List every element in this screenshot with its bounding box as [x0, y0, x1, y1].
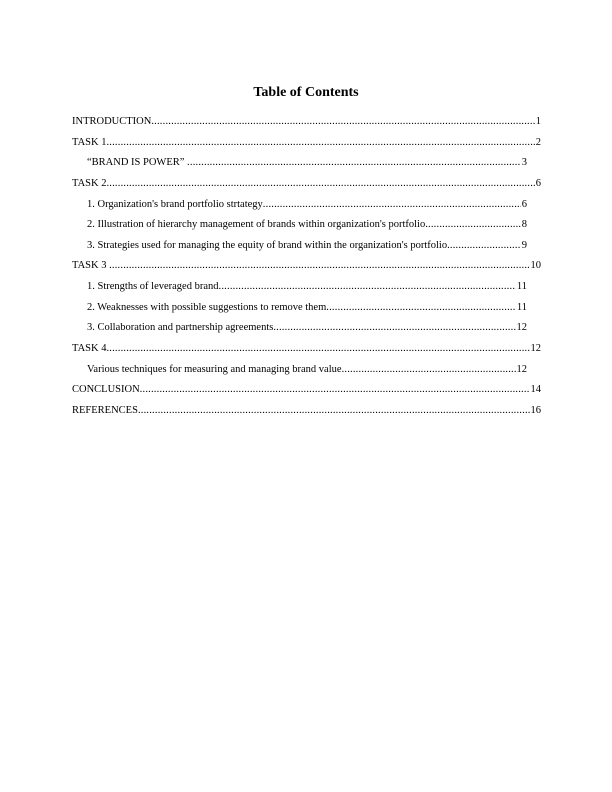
dot-leader [106, 342, 529, 356]
toc-entry-label[interactable]: 3. Strategies used for managing the equity of brand within the organization's portfolio [87, 239, 448, 251]
toc-entry-references[interactable] [0, 402, 612, 423]
toc-entry-conclusion[interactable] [0, 381, 612, 402]
toc-line[interactable] [87, 198, 527, 212]
toc-page-number[interactable]: 8 [521, 219, 527, 231]
toc-entry-label[interactable]: TASK 4 [72, 343, 107, 355]
toc-entry-hierarchy-management[interactable] [0, 216, 612, 237]
dot-leader [263, 198, 521, 212]
toc-entry-label[interactable]: 3. Collaboration and partnership agreements [87, 322, 274, 334]
toc-entry-brand-portfolio-strategy[interactable] [0, 196, 612, 217]
toc-entry-brand-equity-strategies[interactable] [0, 237, 612, 258]
toc-page-number[interactable]: 14 [530, 384, 541, 396]
toc-line[interactable] [87, 280, 527, 294]
toc-entry-label[interactable]: CONCLUSION [72, 384, 140, 396]
toc-page-number[interactable]: 12 [516, 322, 527, 334]
toc-entry-label[interactable]: TASK 2 [72, 177, 107, 189]
toc-page-number[interactable]: 12 [516, 363, 527, 375]
table-of-contents [0, 113, 612, 423]
toc-line[interactable] [87, 363, 527, 377]
toc-page-number[interactable]: 6 [535, 177, 541, 189]
dot-leader [447, 239, 521, 253]
toc-entry-label[interactable]: 1. Organization's brand portfolio strtategy [87, 198, 263, 210]
toc-entry-label[interactable]: INTRODUCTION [72, 116, 152, 127]
toc-line[interactable] [87, 301, 527, 315]
dot-leader [140, 383, 530, 397]
dot-leader [109, 259, 529, 273]
toc-entry-label[interactable]: REFERENCES [72, 404, 138, 416]
toc-line[interactable] [87, 239, 527, 253]
toc-line[interactable] [72, 177, 541, 191]
toc-line[interactable] [87, 218, 527, 232]
toc-entry-label[interactable]: 1. Strengths of leveraged brand [87, 281, 219, 293]
toc-page-number[interactable]: 9 [521, 239, 527, 251]
toc-entry-task-4[interactable] [0, 340, 612, 361]
toc-entry-label[interactable]: 2. Illustration of hierarchy management of brands within organization's portfolio [87, 219, 426, 231]
toc-page-number[interactable]: 11 [516, 281, 527, 293]
dot-leader [187, 156, 521, 170]
toc-entry-label[interactable]: TASK 3 [72, 260, 110, 272]
toc-line[interactable] [72, 383, 541, 397]
toc-entry-label[interactable]: Various techniques for measuring and managing brand value [87, 363, 342, 375]
dot-leader [151, 115, 534, 129]
toc-entry-label[interactable]: “BRAND IS POWER” [87, 157, 188, 169]
toc-entry-task-1[interactable] [0, 134, 612, 155]
dot-leader [273, 321, 515, 335]
page-title: Table of Contents [253, 85, 359, 100]
toc-entry-weaknesses-suggestions[interactable] [0, 299, 612, 320]
toc-entry-brand-is-power[interactable] [0, 154, 612, 175]
dot-leader [219, 280, 516, 294]
toc-entry-label[interactable]: 2. Weaknesses with possible suggestions to remove them [87, 301, 327, 313]
toc-line[interactable] [72, 342, 541, 356]
dot-leader [425, 218, 521, 232]
toc-page-number[interactable]: 2 [535, 136, 541, 148]
toc-entry-brand-value-techniques[interactable] [0, 361, 612, 382]
dot-leader [138, 404, 530, 418]
toc-line[interactable] [87, 321, 527, 335]
toc-line[interactable] [72, 115, 541, 129]
toc-entry-task-2[interactable] [0, 175, 612, 196]
dot-leader [326, 301, 516, 315]
dot-leader [106, 136, 534, 150]
toc-entry-collaboration-agreements[interactable] [0, 319, 612, 340]
toc-line[interactable] [72, 404, 541, 418]
toc-line[interactable] [72, 136, 541, 150]
toc-page-number[interactable]: 16 [530, 404, 541, 416]
toc-line[interactable] [87, 156, 527, 170]
toc-entry-introduction[interactable] [0, 113, 612, 134]
dot-leader [106, 177, 534, 191]
toc-entry-task-3[interactable] [0, 257, 612, 278]
toc-page-number[interactable]: 11 [516, 301, 527, 313]
toc-page-number[interactable]: 1 [535, 116, 541, 127]
toc-page-number[interactable]: 10 [530, 260, 541, 272]
toc-page-number[interactable]: 12 [530, 343, 541, 355]
toc-entry-label[interactable]: TASK 1 [72, 136, 107, 148]
toc-line[interactable] [72, 259, 541, 273]
toc-page-number[interactable]: 6 [521, 198, 527, 210]
toc-page-number[interactable]: 3 [521, 157, 527, 169]
toc-entry-leveraged-brand-strengths[interactable] [0, 278, 612, 299]
dot-leader [342, 363, 516, 377]
